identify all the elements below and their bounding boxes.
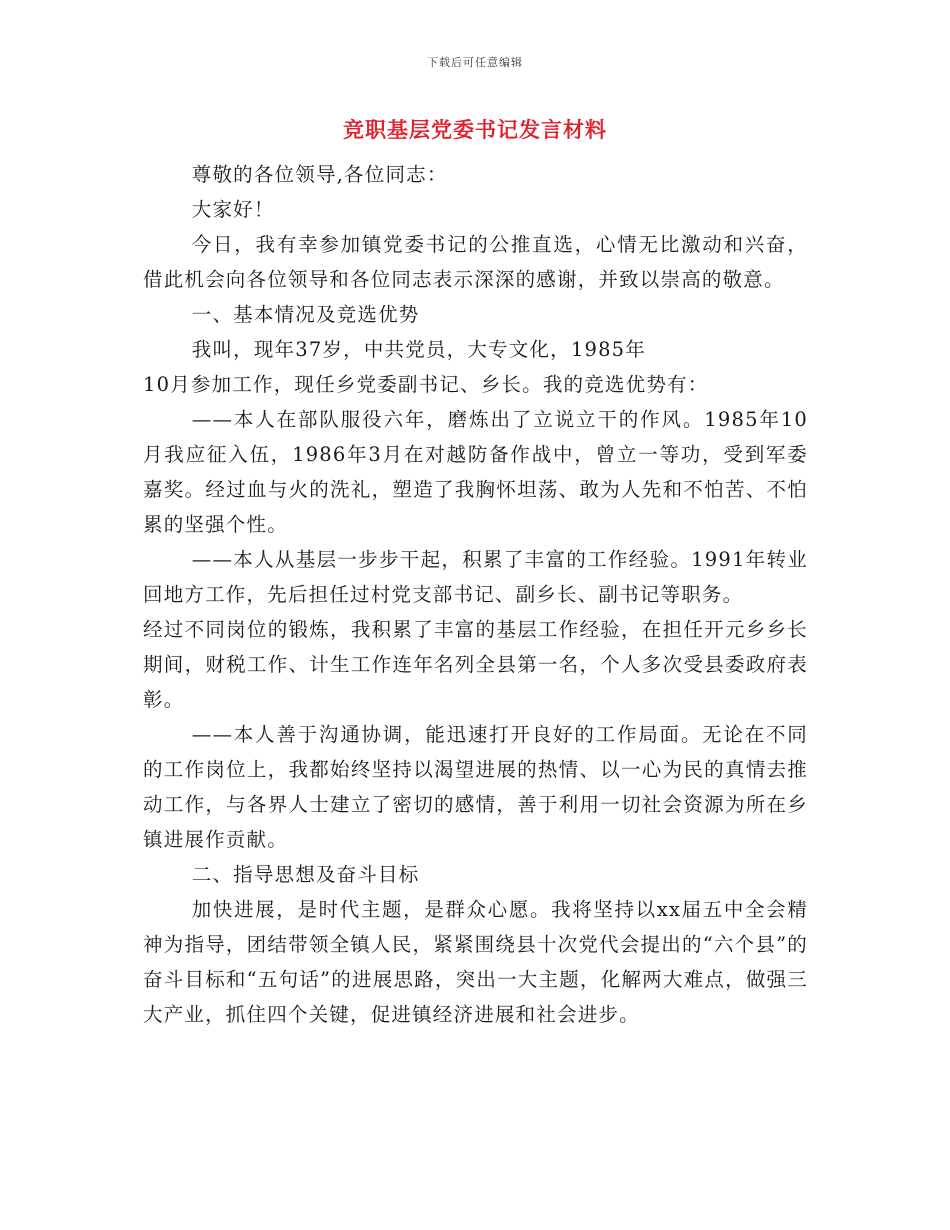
paragraph-advantage-experience: ——本人从基层一步步干起，积累了丰富的工作经验。1991年转业回地方工作，先后担任过村党支部书记、副乡长、副书记等职务。 — [143, 548, 808, 606]
salutation: 尊敬的各位领导,各位同志： — [191, 163, 448, 186]
paragraph-self-intro: 我叫，现年37岁，中共党员，大专文化，1985年 — [191, 338, 646, 361]
document-title: 竞职基层党委书记发言材料 — [343, 118, 607, 142]
paragraph-advantage-military: ——本人在部队服役六年，磨炼出了立说立干的作风。1985年10月我应征入伍，1986年3月在对越防备作战中，曾立一等功，受到军委嘉奖。经过血与火的洗礼，塑造了我胸怀坦荡、敢为人先和不怕苦、不怕累的坚强个性。 — [143, 408, 808, 536]
document-body — [143, 157, 808, 1032]
greeting: 大家好！ — [191, 198, 275, 221]
paragraph-work-start: 10月参加工作，现任乡党委副书记、乡长。我的竞选优势有： — [143, 373, 709, 396]
paragraph-experience-continued: 经过不同岗位的锻炼，我积累了丰富的基层工作经验，在担任开元乡乡长期间，财税工作、计生工作连年名列全县第一名，个人多次受县委政府表彰。 — [143, 618, 808, 711]
paragraph-goals: 加快进展，是时代主题，是群众心愿。我将坚持以xx届五中全会精神为指导，团结带领全镇人民，紧紧围绕县十次党代会提出的“六个县”的奋斗目标和“五句话”的进展思路，突出一大主题，化解两大难点，做强三大产业，抓住四个关键，促进镇经济进展和社会进步。 — [143, 898, 808, 1026]
section-heading-1: 一、基本情况及竞选优势 — [191, 303, 420, 326]
section-heading-2: 二、指导思想及奋斗目标 — [191, 863, 420, 886]
header-note: 下载后可任意编辑 — [427, 56, 523, 69]
paragraph-advantage-communication: ——本人善于沟通协调，能迅速打开良好的工作局面。无论在不同的工作岗位上，我都始终坚持以渴望进展的热情、以一心为民的真情去推动工作，与各界人士建立了密切的感情，善于利用一切社会资源为所在乡镇进展作贡献。 — [143, 723, 808, 851]
paragraph-intro: 今日，我有幸参加镇党委书记的公推直选，心情无比激动和兴奋，借此机会向各位领导和各位同志表示深深的感谢，并致以崇高的敬意。 — [143, 233, 808, 291]
